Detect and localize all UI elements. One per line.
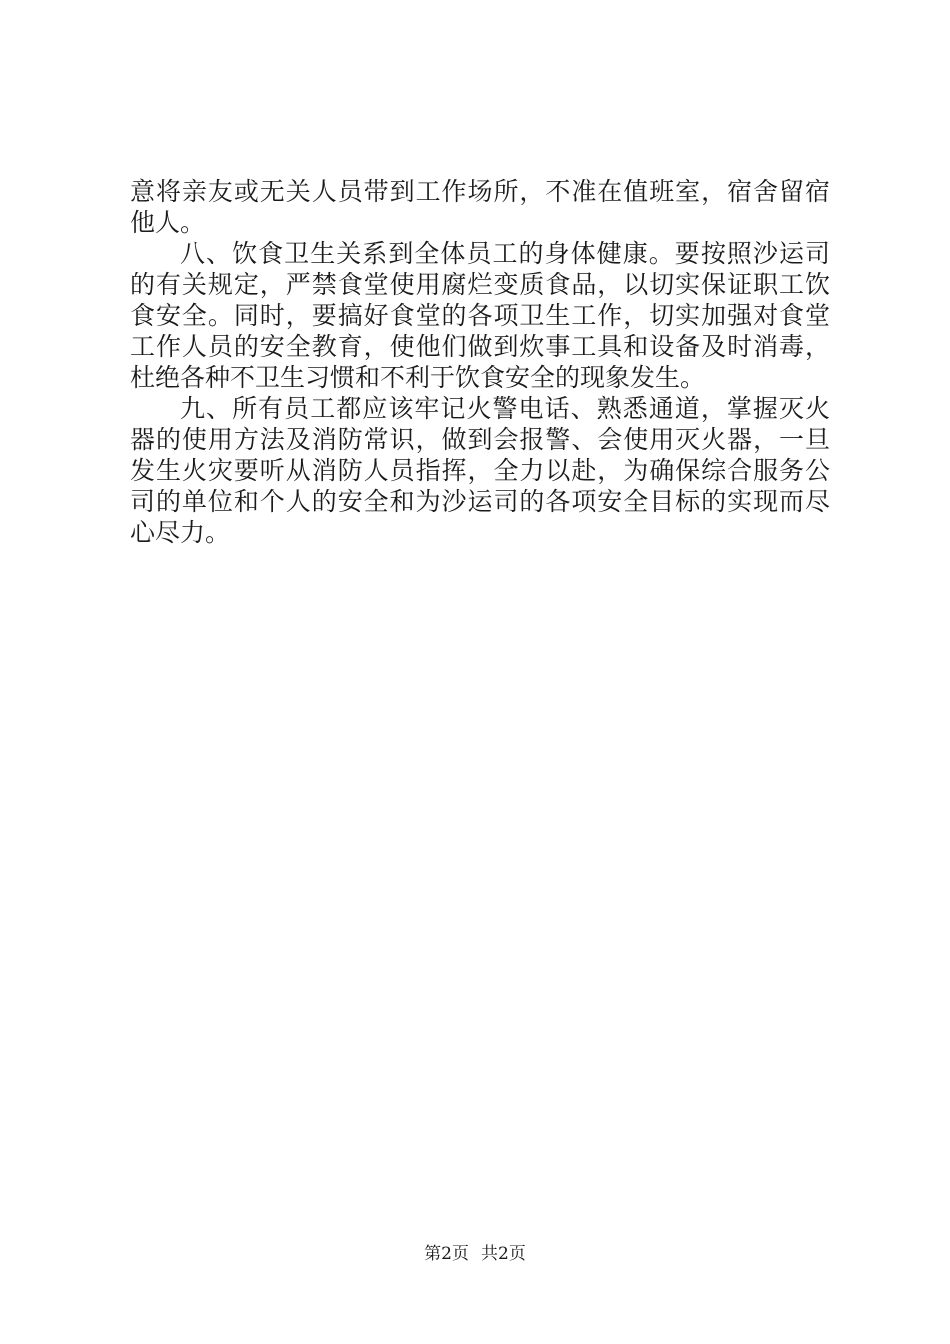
text-line: 杜绝各种不卫生习惯和不利于饮食安全的现象发生。	[130, 363, 706, 392]
page-footer	[0, 1242, 950, 1266]
text-line: 司的单位和个人的安全和为沙运司的各项安全目标的实现而尽	[130, 487, 830, 516]
page-total: 共2页	[481, 1244, 526, 1264]
text-line: 食安全。同时，要搞好食堂的各项卫生工作，切实加强对食堂	[130, 301, 830, 330]
text-line: 意将亲友或无关人员带到工作场所，不准在值班室，宿舍留宿	[130, 177, 830, 206]
document-body	[130, 176, 830, 548]
text-line: 心尽力。	[130, 518, 231, 547]
paragraph-8-start: 八、饮食卫生关系到全体员工的身体健康。要按照沙运司	[180, 239, 830, 268]
text-line: 他人。	[130, 208, 206, 237]
text-line: 工作人员的安全教育，使他们做到炊事工具和设备及时消毒，	[130, 332, 830, 361]
text-line: 器的使用方法及消防常识，做到会报警、会使用灭火器，一旦	[130, 425, 830, 454]
text-line: 的有关规定，严禁食堂使用腐烂变质食品，以切实保证职工饮	[130, 270, 830, 299]
paragraph-9-start: 九、所有员工都应该牢记火警电话、熟悉通道，掌握灭火	[180, 394, 830, 423]
page-number: 第2页	[424, 1244, 469, 1264]
text-line: 发生火灾要听从消防人员指挥，全力以赴，为确保综合服务公	[130, 456, 830, 485]
